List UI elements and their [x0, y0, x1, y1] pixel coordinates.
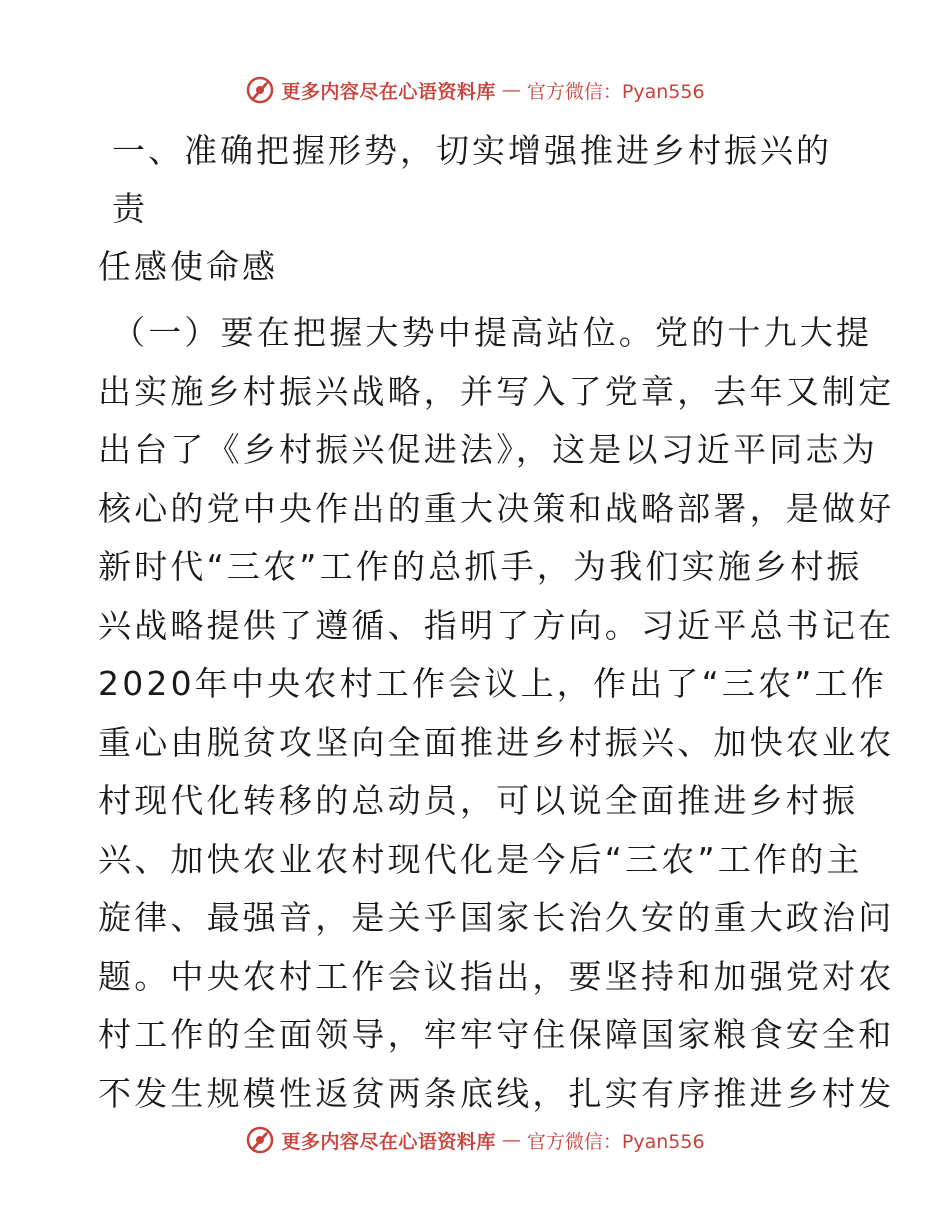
watermark-separator: — [501, 1129, 521, 1151]
watermark-brand: 更多内容尽在心语资料库 [281, 1130, 496, 1153]
paragraph-line: 2020年中央农村工作会议上，作出了“三农”工作 [98, 664, 887, 703]
paragraph-line: 旋律、最强音，是关乎国家长治久安的重大政治问 [98, 898, 895, 937]
paragraph-line: 出台了《乡村振兴促进法》，这是以习近平同志为 [98, 430, 878, 469]
paragraph-line: 题。中央农村工作会议指出，要坚持和加强党对农 [98, 956, 895, 996]
document-body [98, 122, 895, 1123]
paragraph-line: 不发生规模性返贫两条底线，扎实有序推进乡村发 [98, 1073, 895, 1113]
heading-line: 任感使命感 [98, 247, 278, 286]
paragraph-line: 重心由脱贫攻坚向全面推进乡村振兴、加快农业农 [98, 722, 895, 762]
paragraph-line: 核心的党中央作出的重大决策和战略部署，是做好 [98, 488, 895, 528]
paragraph-line: 兴、加快农业农村现代化是今后“三农”工作的主 [98, 839, 863, 879]
paragraph-line: 新时代“三农”工作的总抓手，为我们实施乡村振 [98, 547, 863, 586]
watermark-official: 官方微信：Pyan556 [526, 80, 705, 103]
section-heading [98, 122, 858, 296]
watermark-official: 官方微信：Pyan556 [526, 1130, 705, 1153]
body-paragraph [98, 304, 895, 1123]
header-watermark [0, 70, 950, 110]
watermark-separator: — [501, 79, 521, 101]
quill-logo-icon [245, 75, 275, 105]
heading-line: 一、准确把握形势，切实增强推进乡村振兴的责 [112, 131, 832, 228]
paragraph-line: 村现代化转移的总动员，可以说全面推进乡村振 [98, 781, 859, 820]
watermark-brand: 更多内容尽在心语资料库 [281, 80, 496, 103]
paragraph-line: 村工作的全面领导，牢牢守住保障国家粮食安全和 [98, 1015, 895, 1054]
paragraph-line: 出实施乡村振兴战略，并写入了党章，去年又制定 [98, 371, 895, 411]
footer-watermark [0, 1120, 950, 1160]
quill-logo-icon [245, 1125, 275, 1155]
paragraph-line: （一）要在把握大势中提高站位。党的十九大提 [112, 313, 873, 352]
paragraph-line: 兴战略提供了遵循、指明了方向。习近平总书记在 [98, 605, 895, 645]
